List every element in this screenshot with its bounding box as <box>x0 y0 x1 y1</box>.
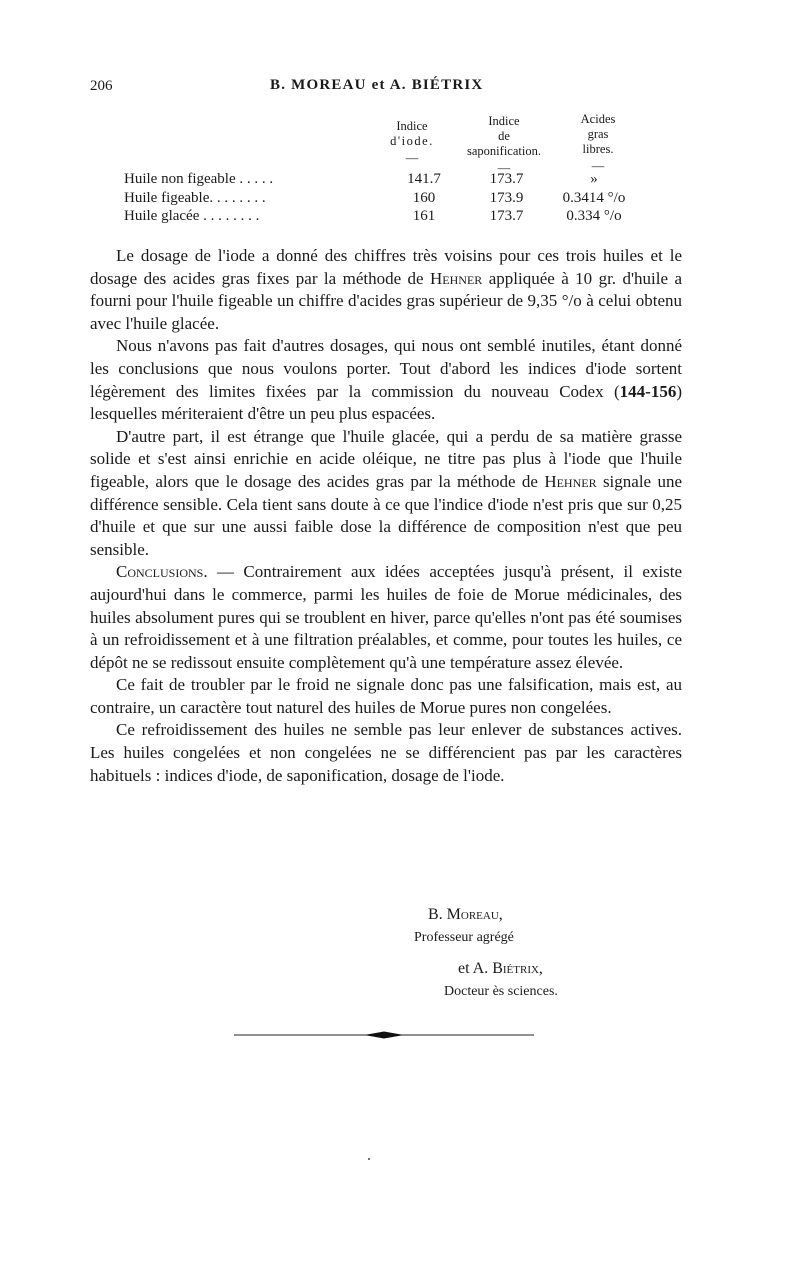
cell-iode: 160 <box>412 190 436 206</box>
signature-title-2: Docteur ès sciences. <box>444 984 558 999</box>
ornamental-rule <box>234 1028 534 1042</box>
paragraph: Nous n'avons pas fait d'autres dosages, qui nous ont semblé inutiles, étant donné les conclusions que nous voulons porter. Tout d'abord les indices d'iode sortent légèrement des limites fixées par la commission du nouveau Codex (144-156) lesquelles mériteraient d'être un peu plus espacées. <box>90 336 682 424</box>
paragraph: D'autre part, il est étrange que l'huile glacée, qui a perdu de sa matière grasse solide et s'est ainsi enrichie en acide oléique, ne titre pas plus à l'iode que l'huile figeable, alors que le dosage des acides gras par la méthode de Hehner signale une différence sensible. Cela tient sans doute à ce que l'indice d'iode n'est pris que sur 0,25 d'huile et que sur une aussi faible dose la différence de composition n'est que peu sensible. <box>90 426 682 559</box>
author-name: Hehner <box>544 471 597 491</box>
paragraph: Le dosage de l'iode a donné des chiffres très voisins pour ces trois huiles et le dosage des acides gras fixes par la méthode de Hehner appliquée à 10 gr. d'huile a fourni pour l'huile figeable un chiffre d'acides gras supérieur de 9,35 °/o à celui obtenu avec l'huile glacée. <box>90 246 682 333</box>
cell-iode: 161 <box>412 208 436 224</box>
cell-saponification: 173.7 <box>489 208 524 224</box>
author-name: Hehner <box>430 268 483 288</box>
paragraph: Ce refroidissement des huiles ne semble pas leur enlever de substances actives. Les huiles congelées et non congelées ne se différencient pas par les caractères habituels : indices d'iode, de saponification, dosage de l'iode. <box>90 720 682 785</box>
cell-iode: 141.7 <box>407 171 441 187</box>
cell-acides: 0.334 °/o <box>566 208 622 224</box>
cell-acides: » <box>590 171 598 187</box>
conclusions-label: Conclusions. <box>116 562 208 582</box>
speck <box>368 1158 370 1160</box>
row-label: Huile non figeable . . . . . <box>124 171 274 187</box>
cell-saponification: 173.9 <box>489 190 524 206</box>
page-number: 206 <box>90 78 113 94</box>
codex-range: 144-156 <box>619 381 677 401</box>
table-row <box>124 208 644 228</box>
cell-acides: 0.3414 °/o <box>562 190 626 206</box>
paragraph: Conclusions. — Contrairement aux idées acceptées jusqu'à présent, il existe aujourd'hui dans le commerce, parmi les huiles de foie de Morue médicinales, des huiles absolument pures qui se troublent en hiver, parce qu'elles n'ont pas été soumises à un refroidissement et à une filtration préalables, et comme, pour toutes les huiles, ce dépôt ne se redissout ensuite complètement qu'à une température assez élevée. <box>90 562 682 672</box>
table-row <box>124 171 644 191</box>
signature-author-2: et A. Biétrix, <box>458 960 543 977</box>
paragraph: Ce fait de troubler par le froid ne signale donc pas une falsification, mais est, au contraire, un caractère tout naturel des huiles de Morue pures non congelées. <box>90 675 682 717</box>
table-header-saponification: Indice de saponification. — <box>467 114 541 175</box>
running-head: B. MOREAU et A. BIÉTRIX <box>270 77 484 93</box>
row-label: Huile figeable. . . . . . . . <box>124 190 266 206</box>
table-header-iode: Indice d'iode. — <box>390 119 434 165</box>
table-row <box>124 190 644 210</box>
signature-author-1: B. Moreau, <box>428 906 503 923</box>
cell-saponification: 173.7 <box>489 171 524 187</box>
row-label: Huile glacée . . . . . . . . <box>124 208 260 224</box>
signature-title-1: Professeur agrégé <box>414 930 514 945</box>
body-text <box>90 245 682 787</box>
table-header-acides: Acides gras libres. — <box>580 112 616 173</box>
